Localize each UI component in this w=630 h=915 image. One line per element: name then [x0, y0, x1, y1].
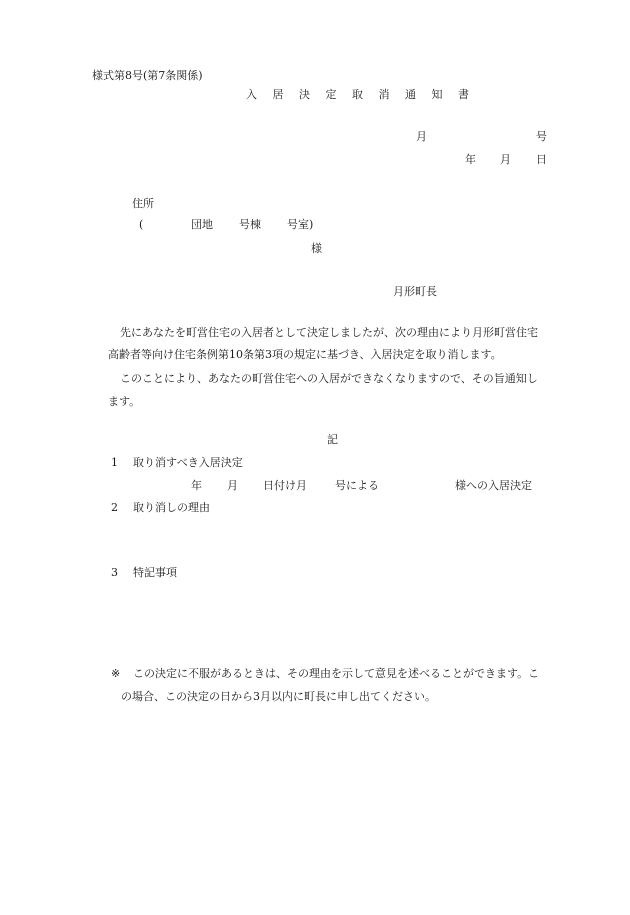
address-label: 住所: [132, 197, 154, 210]
date-month: 月: [500, 153, 511, 166]
goushitsu-label: 号室): [287, 218, 314, 231]
item-1-label: 取り消すべき入居決定: [133, 456, 243, 469]
item-3-number: 3: [111, 566, 118, 579]
decision-sama: 様への入居決定: [455, 479, 532, 492]
body-line-3: このことにより、あなたの町営住宅への入居ができなくなりますので、その旨通知し: [120, 372, 538, 385]
honorific-sama: 様: [311, 242, 322, 255]
gotou-label: 号棟: [239, 218, 261, 231]
body-line-2: 高齢者等向け住宅条例第10条第3項の規定に基づき、入居決定を取り消します。: [108, 348, 502, 361]
address-open-paren: (: [139, 218, 144, 231]
item-2-label: 取り消しの理由: [133, 501, 210, 514]
body-line-4: ます。: [108, 395, 141, 408]
document-title: 入 居 決 定 取 消 通 知 書: [246, 88, 475, 101]
form-label: 様式第8号(第7条関係): [92, 69, 203, 82]
issuer: 月形町長: [393, 285, 437, 298]
decision-go-yoru: 号による: [335, 479, 379, 492]
number-suffix: 号: [536, 130, 547, 143]
note-mark: ※: [111, 667, 121, 680]
decision-year: 年: [191, 479, 202, 492]
decision-date-mark: 日付け月: [263, 479, 307, 492]
number-month: 月: [416, 130, 427, 143]
item-2-number: 2: [111, 501, 118, 514]
decision-month: 月: [227, 479, 238, 492]
ki-heading: 記: [327, 433, 338, 446]
body-line-1: 先にあなたを町営住宅の入居者として決定しましたが、次の理由により月形町営住宅: [120, 326, 538, 339]
item-3-label: 特記事項: [133, 566, 177, 579]
date-day: 日: [536, 153, 547, 166]
item-1-number: 1: [111, 456, 118, 469]
note-line-2: の場合、この決定の日から3月以内に町長に申し出てください。: [121, 690, 436, 703]
note-line-1: この決定に不服があるときは、その理由を示して意見を述べることができます。こ: [133, 667, 540, 680]
danchi-label: 団地: [191, 218, 213, 231]
date-year: 年: [465, 153, 476, 166]
